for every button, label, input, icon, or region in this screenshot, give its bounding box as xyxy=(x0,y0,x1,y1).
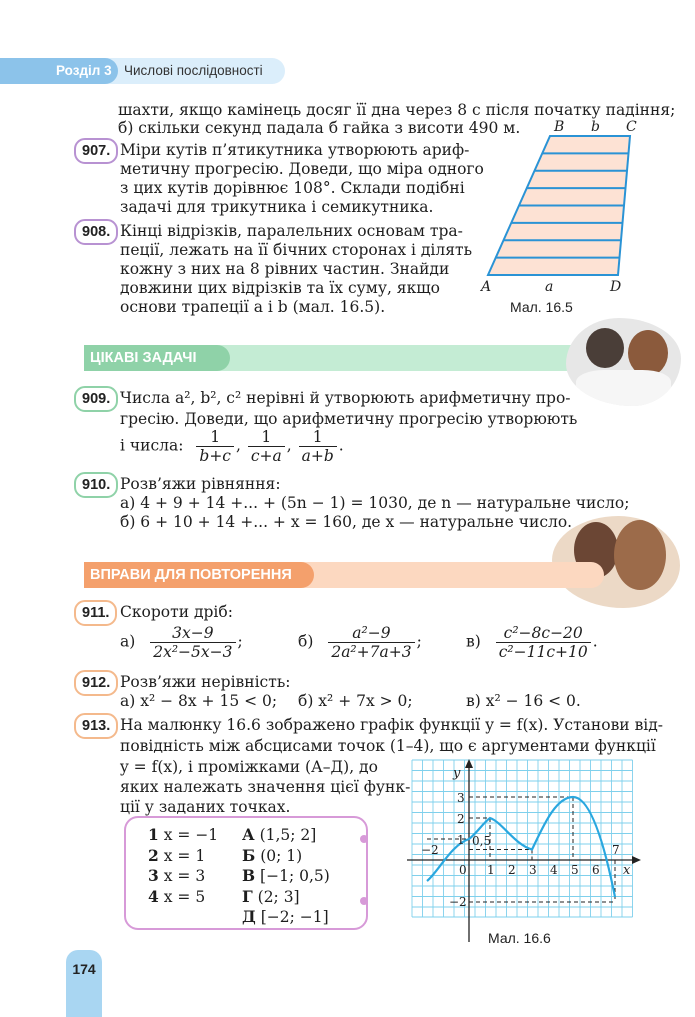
p913-line-1: На малюнку 16.6 зображено графік функції y = f(x). Установи від- xyxy=(120,716,664,734)
p912-c: в) x² − 16 < 0. xyxy=(466,692,581,710)
fraction-1: $\frac{1}{b+c}$ xyxy=(196,428,234,465)
chapter-title: Числові послідовності xyxy=(124,63,263,78)
p908-line-5: основи трапеції a і b (мал. 16.5). xyxy=(120,298,386,316)
p909-line-2: гресію. Доведи, що арифметичну прогресію утворюють xyxy=(120,410,578,428)
y-tick-1: 1 xyxy=(457,833,465,847)
x-tick-0: 0 xyxy=(459,863,467,877)
p908-line-2: пеції, лежать на її бічних сторонах і ділять xyxy=(120,241,473,259)
banner-interesting: ЦІКАВІ ЗАДАЧІ xyxy=(84,345,230,371)
fraction-3: $\frac{1}{a+b}$ xyxy=(299,428,337,465)
y-tick-0-5: 0,5 xyxy=(472,834,492,848)
x-tick-1: 1 xyxy=(487,863,495,877)
vertex-A: A xyxy=(481,279,492,295)
matching-right-column xyxy=(242,825,330,928)
x-tick-minus2: −2 xyxy=(421,843,439,857)
side-b-label: b xyxy=(591,119,600,135)
p911-item-a: а) $\frac{3x-9}{\text{2x²−5x−3}}$ ; xyxy=(120,624,243,661)
match-right-A: А (1,5; 2] xyxy=(242,825,317,844)
p913-line-4: яких належать значення цієї функ- xyxy=(120,778,411,796)
match-left-1: 1 x = −1 xyxy=(148,825,219,844)
banner-review: ВПРАВИ ДЛЯ ПОВТОРЕННЯ xyxy=(84,562,314,588)
p911-item-b: б) $\frac{\text{a²−9}}{\text{2a²+7a+3}}$ ; xyxy=(298,624,422,661)
fraction-2: $\frac{1}{c+a}$ xyxy=(248,428,285,465)
vertex-C: C xyxy=(626,119,637,135)
p912-a: а) x² − 8x + 15 < 0; xyxy=(120,692,278,710)
side-a-label: a xyxy=(545,279,554,295)
p907-line-2: метичну прогресію. Доведи, що міра одного xyxy=(120,160,484,178)
p910-a: а) 4 + 9 + 14 +... + (5n − 1) = 1030, де n — натуральне число; xyxy=(120,494,630,512)
p913-line-5: ції у заданих точках. xyxy=(120,798,291,816)
vertex-D: D xyxy=(610,279,622,295)
match-left-2: 2 x = 1 xyxy=(148,845,206,865)
y-axis-label: y xyxy=(453,766,461,781)
x-tick-7: 7 xyxy=(612,843,620,857)
match-left-3: 3 x = 3 xyxy=(148,866,206,885)
matching-left-column xyxy=(148,825,218,907)
x-tick-5: 5 xyxy=(571,863,579,877)
x-tick-3: 3 xyxy=(529,863,537,877)
p909-fractions: і числа: $\frac{1}{b+c}$ , $\frac{1}{c+a}$ , $\frac{1}{a+b}$ . xyxy=(120,428,344,465)
figure-caption: Мал. 16.5 xyxy=(510,299,573,315)
p907-line-3: з цих кутів дорівнює 108°. Склади подібні xyxy=(120,179,465,197)
y-tick-2: 2 xyxy=(457,812,465,826)
p910-title: Розв’яжи рівняння: xyxy=(120,475,281,493)
vertex-B: B xyxy=(554,119,565,135)
p908-line-1: Кінці відрізків, паралельних основам тра- xyxy=(120,222,463,240)
trapezoid-figure xyxy=(478,117,643,317)
p909-line-1: Числа a², b², c² нерівні й утворюють арифметичну про- xyxy=(120,389,571,407)
problem-number-907: 907. xyxy=(74,138,118,164)
figure-166-caption: Мал. 16.6 xyxy=(488,930,551,946)
p911-title: Скороти дріб: xyxy=(120,603,233,621)
p909-prefix: і числа: xyxy=(120,436,184,455)
x-axis-arrow xyxy=(632,856,641,864)
problem-number-912: 912. xyxy=(74,670,118,696)
section-label: Розділ 3 xyxy=(56,63,112,78)
intro-line-1: шахти, якщо камінець досяг її дна через 8 с після початку падіння; xyxy=(118,101,676,119)
x-axis-label: x xyxy=(623,863,631,878)
p911-item-c: в) $\frac{\text{c²−8c−20}}{\text{c²−11c+10}}$ . xyxy=(466,624,598,661)
p910-b: б) 6 + 10 + 14 +... + x = 160, де x — натуральне число. xyxy=(120,513,573,531)
p907-line-4: задачі для трикутника і семикутника. xyxy=(120,198,434,216)
x-tick-4: 4 xyxy=(550,863,558,877)
match-left-4: 4 x = 5 xyxy=(148,886,206,906)
problem-number-911: 911. xyxy=(74,600,117,626)
y-tick-minus2: −2 xyxy=(449,895,467,909)
x-tick-2: 2 xyxy=(508,863,516,877)
p907-line-1: Міри кутів п’ятикутника утворюють ариф- xyxy=(120,141,470,159)
students-photo-1 xyxy=(566,318,681,406)
x-tick-6: 6 xyxy=(592,863,600,877)
match-right-G: Г (2; 3] xyxy=(242,886,300,906)
problem-number-913: 913. xyxy=(74,713,118,739)
match-right-D: Д [−2; −1] xyxy=(242,907,329,926)
p908-line-3: кожну з них на 8 рівних частин. Знайди xyxy=(120,260,450,278)
p912-title: Розв’яжи нерівність: xyxy=(120,673,291,691)
p913-line-3: y = f(x), і проміжками (А–Д), до xyxy=(120,758,378,776)
function-curve xyxy=(427,797,615,897)
p908-line-4: довжини цих відрізків та їх суму, якщо xyxy=(120,279,441,297)
match-right-B: Б (0; 1) xyxy=(242,845,303,865)
p912-b: б) x² + 7x > 0; xyxy=(298,692,413,710)
problem-number-910: 910. xyxy=(74,472,118,498)
intro-line-2: б) скільки секунд падала б гайка з висоти 490 м. xyxy=(118,119,521,137)
problem-number-909: 909. xyxy=(74,386,118,412)
problem-number-908: 908. xyxy=(74,219,118,245)
match-right-V: В [−1; 0,5) xyxy=(242,866,330,885)
p913-line-2: повідність між абсцисами точок (1–4), що є аргументами функції xyxy=(120,737,656,755)
page-number: 174 xyxy=(72,961,96,977)
y-tick-3: 3 xyxy=(457,791,465,805)
function-graph xyxy=(405,757,645,947)
